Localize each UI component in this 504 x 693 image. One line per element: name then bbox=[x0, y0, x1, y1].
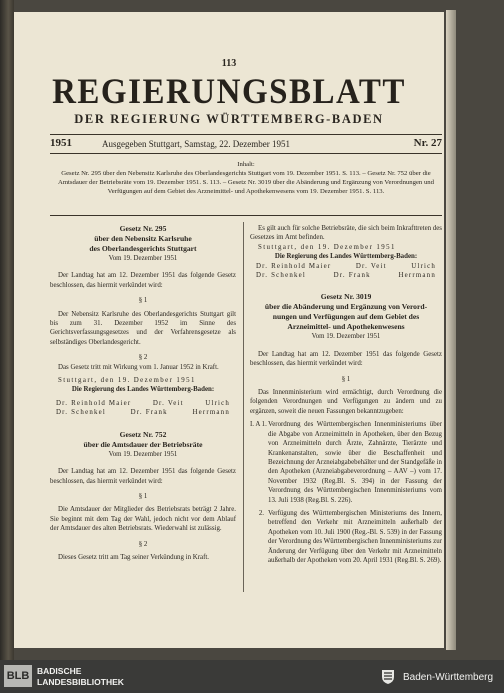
law-752-signatories-2 bbox=[250, 271, 442, 280]
law-295-intro: Der Landtag hat am 12. Dezember 1951 das folgende Gesetz beschlossen, das hiermit verkündet wird: bbox=[50, 272, 236, 289]
signatory: Dr. Frank bbox=[333, 272, 371, 280]
signatory: Dr. Frank bbox=[130, 409, 168, 417]
law-752-date: Vom 19. Dezember 1951 bbox=[108, 450, 178, 458]
item-text: Verfügung des Württembergischen Ministeriums des Innern, betreffend den Verkehr mit Arzneimitteln außerhalb der Apotheken vom 10. Juli 1900 (Reg.-Bl. S. 539) in der Fassung der Verordnung des Württembergischen Innenministeriums zur Änderung der Verfügung über den Verkehr mit Arzneimitteln außerhalb der Apotheken vom 20. April 1931 (Reg.Bl. S. 269). bbox=[268, 509, 442, 564]
law-3019-title-line: Arzneimittel- und Apothekenwesens bbox=[287, 322, 405, 332]
contents-rule bbox=[50, 215, 442, 216]
law-752-section-2: § 2 bbox=[138, 540, 148, 548]
contents-text: Gesetz Nr. 295 über den Nebensitz Karlsruhe des Oberlandesgerichts Stuttgart vom 19. Dezember 1951. S. 113. – Gesetz Nr. 752 über die Amtsdauer der Betriebsräte vom 19. Dezember 1951. S. 113. – Gesetz Nr. 3019 über die Abänderung und Ergänzung von Verordnungen und Verfügungen auf dem Gebiet des Arzneimittel- und Apothekenwesens vom 19. Dezember 1951. S. 113. bbox=[58, 170, 434, 195]
gazette-subtitle: DER REGIERUNG WÜRTTEMBERG-BADEN bbox=[74, 112, 384, 126]
law-295-section-2: § 2 bbox=[138, 354, 148, 362]
law-3019-title-line: nungen und Verfügungen auf dem Gebiet des bbox=[272, 312, 420, 322]
signatory: Dr. Schenkel bbox=[256, 272, 306, 280]
law-752-title-line: über die Amtsdauer der Betriebsräte bbox=[83, 439, 203, 449]
law-3019-paragraph-1: Das Innenministerium wird ermächtigt, durch Verordnung die folgenden Verordnungen und Verfügungen zu ändern und zu ergänzen, soweit die neuen Fassungen bekanntzugeben: bbox=[250, 389, 442, 415]
issue-year: 1951 bbox=[50, 137, 72, 149]
left-column bbox=[50, 224, 236, 562]
library-name[interactable] bbox=[37, 666, 124, 687]
issue-number: Nr. 27 bbox=[413, 137, 442, 149]
law-295-date: Vom 19. Dezember 1951 bbox=[108, 255, 178, 262]
law-752-intro: Der Landtag hat am 12. Dezember 1951 das folgende Gesetz beschlossen, das hiermit verkündet wird: bbox=[50, 468, 236, 485]
contents-label: Inhalt: bbox=[237, 161, 255, 168]
law-3019-title-line: über die Abänderung und Ergänzung von Verord- bbox=[264, 302, 428, 312]
law-295-place-date: Stuttgart, den 19. Dezember 1951 bbox=[58, 377, 196, 385]
law-295-title-line: über den Nebensitz Karlsruhe bbox=[94, 234, 192, 243]
gazette-title: REGIERUNGSBLATT bbox=[52, 72, 406, 112]
baden-wuerttemberg-crest-icon bbox=[379, 667, 397, 685]
issue-line bbox=[50, 137, 442, 153]
signatory: Dr. Schenkel bbox=[56, 409, 106, 417]
signatory: Dr. Reinhold Maier bbox=[256, 262, 332, 270]
law-295-title-line: des Oberlandesgerichts Stuttgart bbox=[89, 244, 197, 253]
column-divider bbox=[243, 222, 244, 592]
law-295-signatories-2 bbox=[50, 408, 236, 417]
law-752-paragraph-2: Dieses Gesetz tritt am Tag seiner Verkündung in Kraft. bbox=[58, 553, 210, 561]
law-295-title bbox=[50, 224, 236, 254]
law-752-paragraph-1: Die Amtsdauer der Mitglieder des Betriebsrats beträgt 2 Jahre. Sie beginnt mit dem Tag der Wahl, jedoch nicht vor dem Ablauf der Amtsdauer des alten Betriebsrats. Wiederwahl ist zulässig. bbox=[50, 506, 236, 533]
signatory: Herrmann bbox=[398, 272, 436, 280]
law-3019-title-line: Gesetz Nr. 3019 bbox=[320, 292, 372, 302]
signatory: Dr. Veit bbox=[152, 399, 184, 407]
law-3019-date: Vom 19. Dezember 1951 bbox=[311, 333, 381, 341]
signatory: Dr. Reinhold Maier bbox=[56, 399, 132, 407]
signatory: Herrmann bbox=[192, 409, 230, 417]
item-text: Verordnung des Württembergischen Innenministeriums über die Abgabe von Arzneimitteln in Apotheken, über den Bezug von Arzneimitteln durch Ärzte, Zahnärzte, Tierärzte und Krankenanstalten, sowie über die Beschaffenheit und Bezeichnung der Arzneiabgabebehälter und der Standgefäße in den Apotheken (Arzneiabgabeverordnung – AAV –) vom 17. November 1932 (Reg.Bl. S. 394) in der Fassung der Verordnung des Württembergischen Innenministeriums vom 13. Juli 1938 (Reg.Bl. S. 226). bbox=[268, 421, 442, 504]
header-rule-bottom bbox=[50, 153, 442, 154]
table-of-contents bbox=[50, 160, 442, 196]
law-752-signatories-1 bbox=[250, 262, 442, 271]
right-column bbox=[250, 224, 442, 565]
law-295-paragraph-1: Der Nebensitz Karlsruhe des Oberlandesgerichts Stuttgart gilt bis zum 31. Dezember 1952 im Sinne des Gerichtsverfassungsgesetzes und der Verfahrensgesetze als selbständiges Oberlandesgericht. bbox=[50, 310, 236, 346]
page-number: 113 bbox=[221, 58, 237, 69]
signatory: Dr. Veit bbox=[355, 262, 387, 270]
library-name-line: BADISCHE bbox=[37, 666, 82, 676]
law-3019-section-1: § 1 bbox=[341, 375, 351, 383]
law-752-continuation: Es gilt auch für solche Betriebsräte, die sich beim Inkrafttreten des Gesetzes im Amt befinden. bbox=[250, 225, 442, 242]
law-752-section-1: § 1 bbox=[138, 492, 148, 500]
law-3019-title bbox=[250, 292, 442, 332]
law-295-government: Die Regierung des Landes Württemberg-Baden: bbox=[71, 386, 215, 394]
signatory: Ulrich bbox=[411, 262, 436, 270]
law-295-paragraph-2: Das Gesetz tritt mit Wirkung vom 1. Januar 1952 in Kraft. bbox=[58, 363, 219, 371]
library-name-line: LANDESBIBLIOTHEK bbox=[37, 676, 124, 687]
item-number: 2. bbox=[258, 509, 264, 517]
law-752-place-date: Stuttgart, den 19. Dezember 1951 bbox=[258, 243, 396, 251]
signatory: Ulrich bbox=[205, 399, 230, 407]
law-3019-intro: Der Landtag hat am 12. Dezember 1951 das folgende Gesetz beschlossen, das hiermit verkündet wird: bbox=[250, 350, 442, 368]
header-rule-top bbox=[50, 134, 442, 135]
law-3019-item-2 bbox=[250, 509, 442, 565]
issue-date: Ausgegeben Stuttgart, Samstag, 22. Dezember 1951 bbox=[102, 139, 290, 149]
law-295-title-line: Gesetz Nr. 295 bbox=[119, 224, 167, 233]
law-752-title bbox=[50, 430, 236, 450]
blb-logo[interactable]: BLB bbox=[4, 665, 32, 687]
item-number: I. A 1. bbox=[250, 421, 267, 429]
law-3019-item-1 bbox=[250, 420, 442, 505]
book-binding bbox=[0, 0, 14, 660]
law-295-section-1: § 1 bbox=[138, 297, 148, 305]
law-295-signatories-1 bbox=[50, 399, 236, 408]
state-name[interactable]: Baden-Württemberg bbox=[403, 672, 494, 683]
law-752-title-line: Gesetz Nr. 752 bbox=[119, 429, 167, 439]
document-page bbox=[14, 12, 444, 648]
page-edges bbox=[446, 10, 456, 650]
law-752-government: Die Regierung des Landes Württemberg-Baden: bbox=[274, 253, 418, 261]
